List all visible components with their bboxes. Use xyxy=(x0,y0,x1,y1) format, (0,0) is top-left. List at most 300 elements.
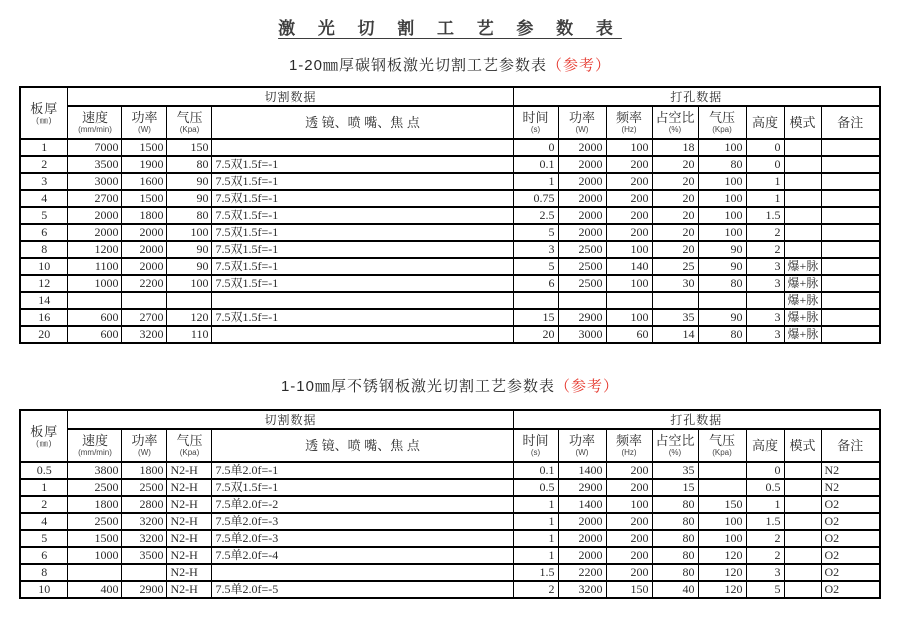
table2-reference-label: （参考） xyxy=(555,378,620,395)
table-cell xyxy=(784,479,821,496)
table-cell: 8 xyxy=(20,564,68,581)
table-cell: 7.5双1.5f=-1 xyxy=(212,173,513,190)
table-cell: 1 xyxy=(513,513,558,530)
table-cell: 1000 xyxy=(68,275,122,292)
table-cell: 10 xyxy=(20,258,68,275)
table-cell: O2 xyxy=(821,530,880,547)
table-cell: 80 xyxy=(652,547,698,564)
table-cell: 1100 xyxy=(68,258,122,275)
table-cell: 12 xyxy=(20,275,68,292)
table-cell: 2 xyxy=(746,547,784,564)
table-cell: 3200 xyxy=(122,530,167,547)
table-row xyxy=(20,173,880,190)
table-cell: 15 xyxy=(652,479,698,496)
table-cell: 100 xyxy=(606,275,652,292)
table-cell: 200 xyxy=(606,530,652,547)
table-cell: 90 xyxy=(167,190,212,207)
table-cell: 1500 xyxy=(122,190,167,207)
table2-subtitle-text: 1-10㎜厚不锈钢板激光切割工艺参数表 xyxy=(280,378,555,395)
table-cell: 2000 xyxy=(558,530,606,547)
table-cell: N2-H xyxy=(167,479,212,496)
table-cell: 0 xyxy=(746,156,784,173)
table-cell: 2500 xyxy=(558,241,606,258)
table-cell: N2 xyxy=(821,462,880,479)
table-cell: N2 xyxy=(821,479,880,496)
table-cell: 3 xyxy=(20,173,68,190)
table-cell: 25 xyxy=(652,258,698,275)
table-cell: 10 xyxy=(20,581,68,598)
table-cell: 2500 xyxy=(558,258,606,275)
table-cell: 2700 xyxy=(68,190,122,207)
table-row xyxy=(20,513,880,530)
table-cell: 2200 xyxy=(558,564,606,581)
table-cell: 2 xyxy=(513,581,558,598)
table-cell: 5 xyxy=(513,258,558,275)
table-row xyxy=(20,530,880,547)
table-cell: 120 xyxy=(698,581,746,598)
table-cell: 100 xyxy=(167,275,212,292)
table-cell: 140 xyxy=(606,258,652,275)
t2-thickness-unit: (㎜) xyxy=(36,438,53,448)
table-cell: 80 xyxy=(167,207,212,224)
t2-header-cut-pressure: 气压 (Kpa) xyxy=(167,429,212,462)
table-cell xyxy=(821,326,880,343)
table-cell: 1.5 xyxy=(746,513,784,530)
table-cell: 30 xyxy=(652,275,698,292)
table-cell xyxy=(784,530,821,547)
table-cell: 20 xyxy=(652,190,698,207)
table-cell: 18 xyxy=(652,139,698,156)
table-cell: 2700 xyxy=(122,309,167,326)
t1-header-height: 高度 xyxy=(746,106,784,139)
table-cell: 40 xyxy=(652,581,698,598)
table-cell: 4 xyxy=(20,513,68,530)
table-cell: 5 xyxy=(20,530,68,547)
table-cell: 7.5双1.5f=-1 xyxy=(212,207,513,224)
table-cell xyxy=(821,292,880,309)
table-cell: 2500 xyxy=(122,479,167,496)
t2-header-cutting-group: 切割数据 xyxy=(68,410,513,429)
table-cell: 90 xyxy=(167,258,212,275)
stainless-steel-table xyxy=(19,409,881,599)
table-cell: 110 xyxy=(167,326,212,343)
table-cell: 2900 xyxy=(122,581,167,598)
table1-reference-label: （参考） xyxy=(547,57,612,74)
t1-header-frequency: 频率 (Hz) xyxy=(606,106,652,139)
table-cell: 200 xyxy=(606,462,652,479)
table-cell xyxy=(821,275,880,292)
table-cell: 100 xyxy=(606,496,652,513)
table-cell: 3500 xyxy=(68,156,122,173)
table-cell: 80 xyxy=(652,496,698,513)
table-cell: 爆+脉 xyxy=(784,326,821,343)
table-cell: 7.5单2.0f=-4 xyxy=(212,547,513,564)
t2-header-mode: 模式 xyxy=(784,429,821,462)
table-cell: 3200 xyxy=(122,326,167,343)
table-cell xyxy=(68,292,122,309)
table-cell: 90 xyxy=(698,241,746,258)
table-row xyxy=(20,292,880,309)
table-cell: 8 xyxy=(20,241,68,258)
table-cell: 2000 xyxy=(558,156,606,173)
table-cell xyxy=(212,139,513,156)
table-cell: 100 xyxy=(167,224,212,241)
table-cell xyxy=(821,207,880,224)
table-cell: 100 xyxy=(698,224,746,241)
page-title: 激 光 切 割 工 艺 参 数 表 xyxy=(278,19,622,38)
t1-thickness-unit: (㎜) xyxy=(36,115,53,125)
t2-thickness-label: 板厚 xyxy=(30,423,59,439)
table-cell: 35 xyxy=(652,309,698,326)
t1-header-thickness xyxy=(20,87,68,139)
t1-header-drill-power: 功率 (W) xyxy=(558,106,606,139)
table-cell: 5 xyxy=(746,581,784,598)
table-cell: 90 xyxy=(698,309,746,326)
carbon-steel-table-body xyxy=(20,139,880,343)
table-cell xyxy=(698,462,746,479)
table-cell: 2 xyxy=(746,224,784,241)
table-cell: 7.5双1.5f=-1 xyxy=(212,241,513,258)
table-cell: 1 xyxy=(20,139,68,156)
table-cell: 1400 xyxy=(558,462,606,479)
table-row xyxy=(20,156,880,173)
table2-subtitle xyxy=(0,375,900,396)
t2-header-height: 高度 xyxy=(746,429,784,462)
table-cell: 1800 xyxy=(122,207,167,224)
table-cell xyxy=(784,207,821,224)
table-cell: 0.5 xyxy=(513,479,558,496)
table-cell: 80 xyxy=(698,156,746,173)
table-cell xyxy=(784,581,821,598)
table-cell: 7.5双1.5f=-1 xyxy=(212,190,513,207)
table-cell: 2000 xyxy=(558,190,606,207)
table-cell xyxy=(821,156,880,173)
t2-header-frequency: 频率 (Hz) xyxy=(606,429,652,462)
table-cell: 2000 xyxy=(558,224,606,241)
table-cell: 3 xyxy=(746,258,784,275)
table-cell: 1200 xyxy=(68,241,122,258)
table-cell: 80 xyxy=(652,530,698,547)
t1-header-cut-power: 功率 (W) xyxy=(122,106,167,139)
table-cell: 1600 xyxy=(122,173,167,190)
table-cell xyxy=(821,258,880,275)
table-cell: 2500 xyxy=(68,479,122,496)
table-cell: 1400 xyxy=(558,496,606,513)
t1-header-cutting-group: 切割数据 xyxy=(68,87,513,106)
table-cell xyxy=(652,292,698,309)
table-cell: N2-H xyxy=(167,581,212,598)
table-row xyxy=(20,479,880,496)
table-row xyxy=(20,581,880,598)
table-cell: N2-H xyxy=(167,462,212,479)
stainless-steel-table-body xyxy=(20,462,880,598)
table-cell: 200 xyxy=(606,207,652,224)
table-cell: 150 xyxy=(698,496,746,513)
t1-thickness-label: 板厚 xyxy=(30,100,59,116)
table-cell: O2 xyxy=(821,547,880,564)
table-cell: 1800 xyxy=(122,462,167,479)
table-cell: 100 xyxy=(698,139,746,156)
table-cell: 7.5双1.5f=-1 xyxy=(212,479,513,496)
table-cell: 2000 xyxy=(558,207,606,224)
table-cell: 2500 xyxy=(558,275,606,292)
table-cell: 0 xyxy=(513,139,558,156)
table-cell xyxy=(784,156,821,173)
table-row xyxy=(20,309,880,326)
table-cell xyxy=(558,292,606,309)
table-cell: 1 xyxy=(513,530,558,547)
table-cell: 1 xyxy=(746,190,784,207)
table-cell: N2-H xyxy=(167,530,212,547)
table-row xyxy=(20,564,880,581)
table-cell: 3200 xyxy=(558,581,606,598)
table-cell: 80 xyxy=(167,156,212,173)
table-cell: 90 xyxy=(167,173,212,190)
table-cell: 20 xyxy=(652,207,698,224)
table-cell: 3000 xyxy=(68,173,122,190)
table-row xyxy=(20,275,880,292)
table-cell: 60 xyxy=(606,326,652,343)
table-cell xyxy=(606,292,652,309)
table-cell: 2900 xyxy=(558,479,606,496)
table-cell xyxy=(784,241,821,258)
table-cell: 7.5单2.0f=-5 xyxy=(212,581,513,598)
table-cell: 1900 xyxy=(122,156,167,173)
table-cell: 2000 xyxy=(558,139,606,156)
table-cell: 1500 xyxy=(122,139,167,156)
t2-header-speed: 速度 (mm/min) xyxy=(68,429,122,462)
table-cell: 1 xyxy=(513,173,558,190)
table-cell: 150 xyxy=(167,139,212,156)
table-cell: 3000 xyxy=(558,326,606,343)
table-cell: 1.5 xyxy=(513,564,558,581)
table-cell xyxy=(784,564,821,581)
table-row xyxy=(20,496,880,513)
t1-header-drill-pressure: 气压 (Kpa) xyxy=(698,106,746,139)
table-cell: 7.5双1.5f=-1 xyxy=(212,309,513,326)
table-cell: 0.5 xyxy=(746,479,784,496)
table-cell: 120 xyxy=(167,309,212,326)
t2-header-cut-power: 功率 (W) xyxy=(122,429,167,462)
table-cell: 1 xyxy=(746,496,784,513)
table-cell xyxy=(821,173,880,190)
table-cell xyxy=(68,564,122,581)
table-cell: 3800 xyxy=(68,462,122,479)
table-cell: O2 xyxy=(821,581,880,598)
table-cell: 0 xyxy=(746,462,784,479)
table-cell: O2 xyxy=(821,564,880,581)
table-cell: 2500 xyxy=(68,513,122,530)
table-cell: 120 xyxy=(698,564,746,581)
t2-header-drill-pressure: 气压 (Kpa) xyxy=(698,429,746,462)
table-cell: 2 xyxy=(746,241,784,258)
table-cell: 2 xyxy=(20,496,68,513)
table-cell: 200 xyxy=(606,513,652,530)
t1-header-mode: 模式 xyxy=(784,106,821,139)
table-cell: 200 xyxy=(606,224,652,241)
table-row xyxy=(20,462,880,479)
table-cell: 1 xyxy=(513,496,558,513)
table-cell: O2 xyxy=(821,513,880,530)
table-cell: 3500 xyxy=(122,547,167,564)
table-cell: 7.5双1.5f=-1 xyxy=(212,275,513,292)
table-cell: 2000 xyxy=(558,173,606,190)
table-cell: 3 xyxy=(746,564,784,581)
table-cell: 80 xyxy=(652,513,698,530)
table-cell xyxy=(212,292,513,309)
t1-header-cut-pressure: 气压 (Kpa) xyxy=(167,106,212,139)
table-cell: 7.5双1.5f=-1 xyxy=(212,156,513,173)
table-cell: 2800 xyxy=(122,496,167,513)
table-row xyxy=(20,547,880,564)
table-cell: 200 xyxy=(606,479,652,496)
table-cell: 200 xyxy=(606,564,652,581)
table-cell xyxy=(746,292,784,309)
table-cell: 400 xyxy=(68,581,122,598)
table-cell xyxy=(784,224,821,241)
table-cell: 爆+脉 xyxy=(784,258,821,275)
table-cell: 爆+脉 xyxy=(784,292,821,309)
table-cell: 7.5双1.5f=-1 xyxy=(212,224,513,241)
table-cell: 0.75 xyxy=(513,190,558,207)
table-cell: 16 xyxy=(20,309,68,326)
table-cell xyxy=(784,513,821,530)
table-cell: 爆+脉 xyxy=(784,309,821,326)
table-cell xyxy=(784,173,821,190)
table-cell: 200 xyxy=(606,173,652,190)
table-cell: 2000 xyxy=(558,513,606,530)
table-cell: 爆+脉 xyxy=(784,275,821,292)
table-cell: 200 xyxy=(606,156,652,173)
table-cell: 7.5双1.5f=-1 xyxy=(212,258,513,275)
table-cell: 2.5 xyxy=(513,207,558,224)
table-cell: 1 xyxy=(746,173,784,190)
table-row xyxy=(20,326,880,343)
t2-header-lens-nozzle-focus: 透 镜、喷 嘴、焦 点 xyxy=(212,429,513,462)
table-cell: 4 xyxy=(20,190,68,207)
table-cell xyxy=(821,139,880,156)
table-cell: 150 xyxy=(606,581,652,598)
table-cell: 3 xyxy=(746,275,784,292)
table-row xyxy=(20,139,880,156)
carbon-steel-table xyxy=(19,86,881,344)
table-cell xyxy=(821,241,880,258)
table-cell: 2000 xyxy=(68,224,122,241)
table-cell: 2900 xyxy=(558,309,606,326)
table-cell: 0 xyxy=(746,139,784,156)
table-cell: 20 xyxy=(652,241,698,258)
table-cell: 1000 xyxy=(68,547,122,564)
table-cell: O2 xyxy=(821,496,880,513)
table-row xyxy=(20,207,880,224)
table-row xyxy=(20,190,880,207)
table-cell xyxy=(212,564,513,581)
table-cell xyxy=(698,292,746,309)
table-row xyxy=(20,258,880,275)
table-cell: N2-H xyxy=(167,513,212,530)
table-cell: 6 xyxy=(20,224,68,241)
table-cell: 2000 xyxy=(558,547,606,564)
table-cell: 5 xyxy=(513,224,558,241)
table-cell: N2-H xyxy=(167,547,212,564)
table-cell: 100 xyxy=(698,190,746,207)
table-cell xyxy=(513,292,558,309)
table1-subtitle xyxy=(0,54,900,75)
table-cell xyxy=(821,190,880,207)
table-cell: 200 xyxy=(606,547,652,564)
table-cell: 0.5 xyxy=(20,462,68,479)
table-cell: 7.5单2.0f=-3 xyxy=(212,530,513,547)
table-cell xyxy=(122,564,167,581)
table-cell: 100 xyxy=(698,530,746,547)
table-cell: 15 xyxy=(513,309,558,326)
t1-header-drilling-group: 打孔数据 xyxy=(513,87,880,106)
table-cell: 100 xyxy=(606,309,652,326)
table-cell: N2-H xyxy=(167,564,212,581)
table-cell: 2200 xyxy=(122,275,167,292)
table-cell: 7.5单2.0f=-1 xyxy=(212,462,513,479)
t2-header-drilling-group: 打孔数据 xyxy=(513,410,880,429)
table-cell: 2000 xyxy=(122,258,167,275)
table-cell xyxy=(784,190,821,207)
table-cell: 20 xyxy=(652,156,698,173)
table-cell: 3 xyxy=(513,241,558,258)
t2-header-remark: 备注 xyxy=(821,429,880,462)
table-cell: 20 xyxy=(652,173,698,190)
table-cell: 90 xyxy=(698,258,746,275)
table-cell: 2000 xyxy=(122,224,167,241)
table-cell xyxy=(784,139,821,156)
table-cell: 20 xyxy=(652,224,698,241)
table-cell: 2000 xyxy=(122,241,167,258)
table-cell: 90 xyxy=(167,241,212,258)
table-cell: 100 xyxy=(698,173,746,190)
table-cell xyxy=(167,292,212,309)
t2-header-time: 时间 (s) xyxy=(513,429,558,462)
table-cell: 6 xyxy=(20,547,68,564)
table-cell: 100 xyxy=(698,207,746,224)
table-cell xyxy=(212,326,513,343)
table-cell: 80 xyxy=(652,564,698,581)
table-cell: 20 xyxy=(513,326,558,343)
table-cell: 80 xyxy=(698,326,746,343)
table-cell: 120 xyxy=(698,547,746,564)
t1-header-duty-cycle: 占空比 (%) xyxy=(652,106,698,139)
table-cell xyxy=(122,292,167,309)
table-cell: 6 xyxy=(513,275,558,292)
table-cell: 100 xyxy=(698,513,746,530)
table-cell: 2 xyxy=(20,156,68,173)
table-cell: 1 xyxy=(20,479,68,496)
t2-header-thickness xyxy=(20,410,68,462)
table-cell: N2-H xyxy=(167,496,212,513)
table-cell: 200 xyxy=(606,190,652,207)
table-cell: 20 xyxy=(20,326,68,343)
table-cell: 600 xyxy=(68,326,122,343)
table-cell: 7.5单2.0f=-2 xyxy=(212,496,513,513)
t1-header-lens-nozzle-focus: 透 镜、喷 嘴、焦 点 xyxy=(212,106,513,139)
table-cell: 80 xyxy=(698,275,746,292)
table-cell: 100 xyxy=(606,139,652,156)
t1-header-time: 时间 (s) xyxy=(513,106,558,139)
table-cell xyxy=(784,462,821,479)
table-cell: 3 xyxy=(746,309,784,326)
table-cell xyxy=(784,496,821,513)
t1-header-speed: 速度 (mm/min) xyxy=(68,106,122,139)
table-cell: 35 xyxy=(652,462,698,479)
table-cell xyxy=(698,479,746,496)
table-cell: 100 xyxy=(606,241,652,258)
